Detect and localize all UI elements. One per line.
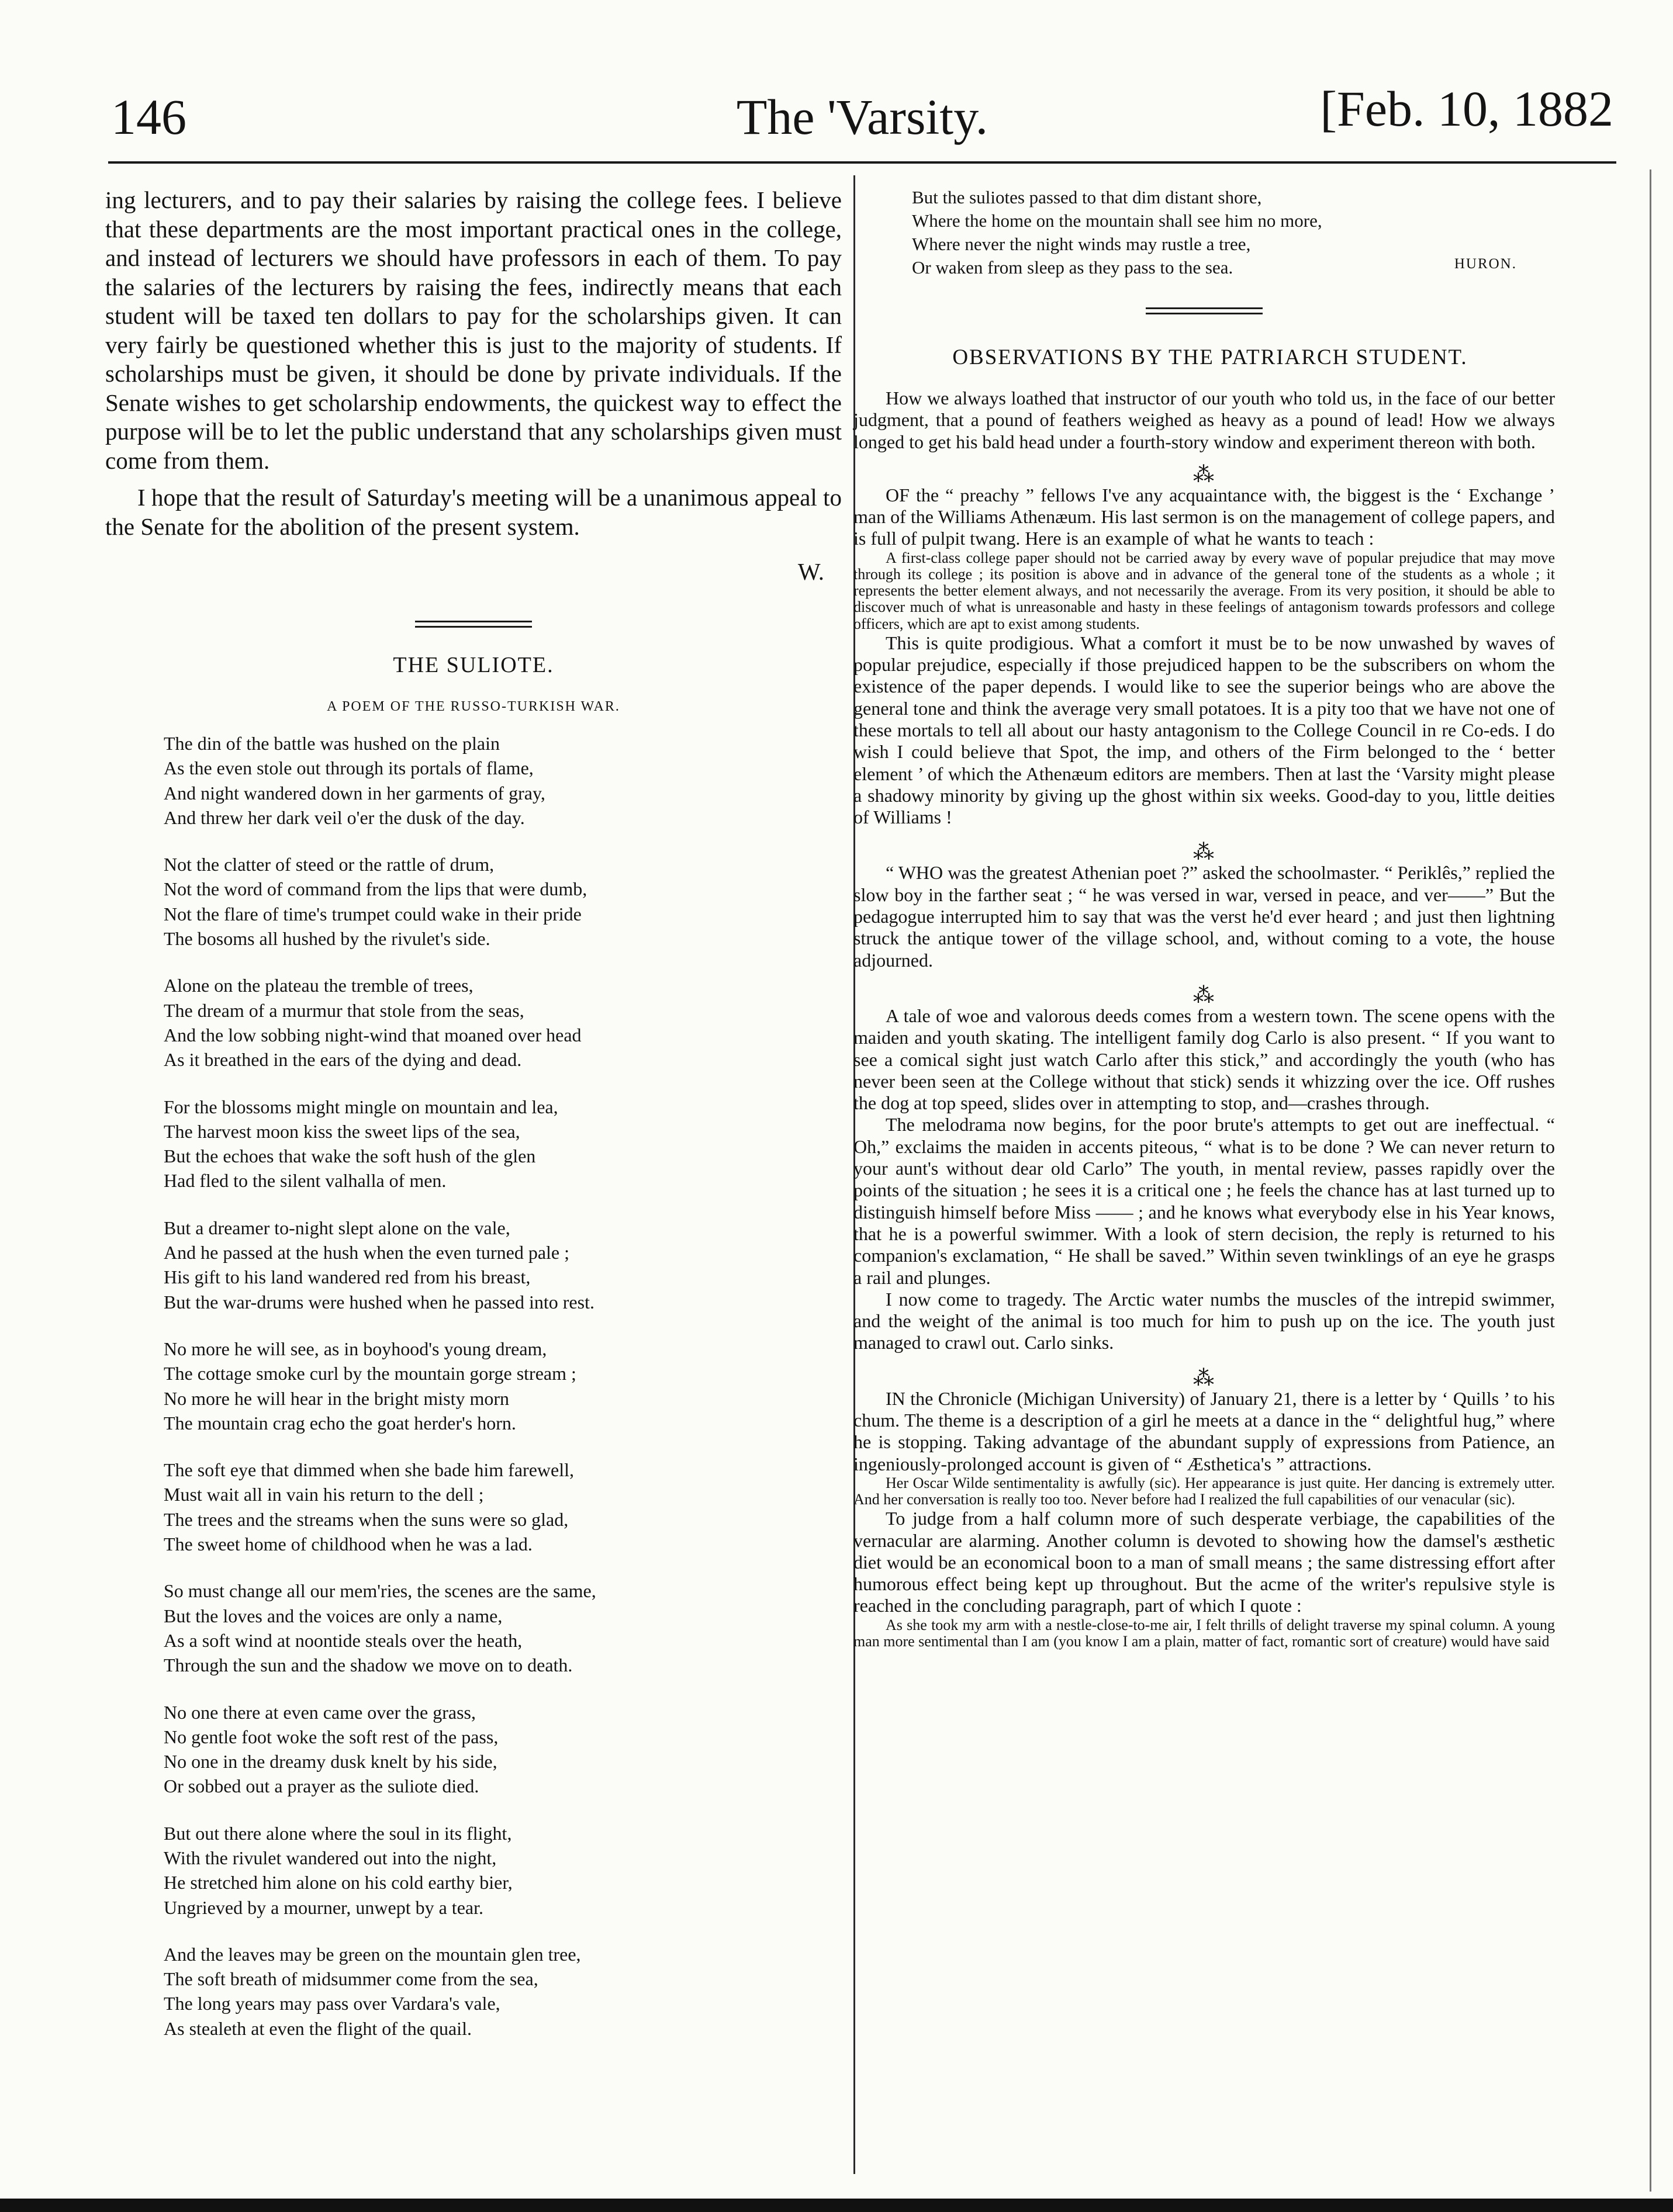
poem-line: His gift to his land wandered red from his breast, [164, 1266, 531, 1288]
issue-date: [Feb. 10, 1882 [1320, 81, 1613, 137]
poem-line: Must wait all in vain his return to the dell ; [164, 1484, 484, 1505]
section-title: OBSERVATIONS BY THE PATRIARCH STUDENT. [952, 345, 1468, 369]
poem-line: So must change all our mem'ries, the scenes are the same, [164, 1580, 596, 1602]
page-number: 146 [111, 89, 186, 145]
poem-line: But a dreamer to-night slept alone on the vale, [164, 1217, 510, 1238]
poem-line: The cottage smoke curl by the mountain gorge stream ; [164, 1363, 576, 1384]
poem-stanza [164, 852, 842, 951]
poem-line: Ungrieved by a mourner, unwept by a tear. [164, 1896, 483, 1918]
poem-line: Where never the night winds may rustle a tree, [912, 234, 1251, 254]
poem-title: THE SULIOTE. [393, 653, 554, 677]
poem-line: And he passed at the hush when the even turned pale ; [164, 1242, 570, 1263]
poem-stanza [164, 1578, 842, 1677]
obs-intro: How we always loathed that instructor of our youth who told us, in the face of our better judgment, that a pound of feathers weighed as heavy as a pound of lead! How we always longed to get his bald head under a fourth-story window and experiment thereon with both. [853, 387, 1555, 452]
scan-bottom-edge [0, 2199, 1673, 2212]
poem-continuation [853, 186, 1555, 279]
poem-body [105, 731, 842, 2041]
poem-line: The long years may pass over Vardara's vale, [164, 1993, 500, 2014]
letter-paragraph: I hope that the result of Saturday's meeting will be a unanimous appeal to the Senate for the abolition of the present system. [105, 484, 842, 540]
poem-line: But the suliotes passed to that dim distant shore, [912, 187, 1262, 207]
poem-line: No more he will see, as in boyhood's young dream, [164, 1338, 547, 1359]
poem-line: The mountain crag echo the goat herder's horn. [164, 1412, 516, 1434]
poem-stanza [164, 1942, 842, 2041]
poem-line: As the even stole out through its portals of flame, [164, 757, 534, 779]
poem-line: But the war-drums were hushed when he passed into rest. [164, 1291, 594, 1313]
letter-text [105, 186, 842, 541]
obs-paragraph: To judge from a half column more of such desperate verbiage, the capabilities of the vernacular are alarming. Another column is devoted to showing how the damsel's æsthetic diet would be an economical boon to a man of small means ; the same distressing effort after humorous effect being kept up throughout. But the acme of the writer's repulsive style is reached in the concluding paragraph, part of which I quote : [853, 1508, 1555, 1616]
letter-signature: W. [797, 558, 824, 585]
asterism: ⁂ [1193, 462, 1215, 486]
poem-line: The harvest moon kiss the sweet lips of the sea, [164, 1120, 520, 1142]
poem-line: As a soft wind at noontide steals over the heath, [164, 1629, 523, 1651]
poem-line: The din of the battle was hushed on the plain [164, 733, 500, 754]
header-rule [108, 161, 1616, 164]
poem-line: The dream of a murmur that stole from the seas, [164, 999, 524, 1021]
asterism: ⁂ [1193, 840, 1215, 864]
poem-line: Not the clatter of steed or the rattle of drum, [164, 854, 495, 875]
poem-line: Had fled to the silent valhalla of men. [164, 1170, 447, 1192]
poem-line: No more he will hear in the bright misty morn [164, 1387, 509, 1409]
poem-line: No gentle foot woke the soft rest of the pass, [164, 1726, 499, 1747]
poem-stanza [164, 1458, 842, 1556]
poem-line: The soft eye that dimmed when she bade him farewell, [164, 1459, 574, 1481]
asterism: ⁂ [1193, 1366, 1215, 1390]
poem-line: As stealeth at even the flight of the quail. [164, 2017, 472, 2039]
obs-paragraph: IN the Chronicle (Michigan University) of January 21, there is a letter by ‘ Quills ’ to his chum. The theme is a description of a girl he meets at a dance in the “ delightful hug,” where he is stopping. Taking advantage of the abundant supply of expressions from Patience, an ingeniously-prolonged account is given of “ Æsthetica's ” attractions. [853, 1387, 1555, 1474]
poem-line: Or waken from sleep as they pass to the sea. [912, 257, 1233, 278]
poem-stanza [164, 1337, 842, 1435]
poem-author: HURON. [1454, 256, 1517, 272]
poem-line: He stretched him alone on his cold earthy bier, [164, 1872, 513, 1893]
poem-stanza [164, 1700, 842, 1799]
poem-stanza [164, 731, 842, 830]
poem-line: The soft breath of midsummer come from the sea, [164, 1968, 538, 1990]
poem-line: And night wandered down in her garments of gray, [164, 782, 545, 804]
obs-paragraph: I now come to tragedy. The Arctic water numbs the muscles of the intrepid swimmer, and the weight of the animal is too much for him to push up on the ice. The youth just managed to crawl out. Carlo sinks. [853, 1288, 1555, 1353]
poem-subtitle: A POEM OF THE RUSSO-TURKISH WAR. [327, 699, 620, 714]
poem-line: Not the word of command from the lips that were dumb, [164, 878, 587, 900]
poem-line: Alone on the plateau the tremble of trees, [164, 975, 473, 996]
observations-body [853, 387, 1555, 1650]
masthead-title: The 'Varsity. [736, 89, 988, 145]
poem-line: But the echoes that wake the soft hush of the glen [164, 1145, 536, 1167]
poem-line: Not the flare of time's trumpet could wake in their pride [164, 903, 582, 925]
obs-quote: As she took my arm with a nestle-close-to-me air, I felt thrills of delight traverse my spinal column. A young man more sentimental than I am (you know I am a plain, matter of fact, romantic sort of creature) would have said [853, 1616, 1555, 1650]
right-column [853, 186, 1555, 1650]
obs-paragraph: The melodrama now begins, for the poor brute's attempts to get out are ineffectual. “ Oh,” exclaims the maiden in accents piteous, “ what is to be done ? We can never return to your aunt's without dear old Carlo” The youth, in mental review, passes rapidly over the points of the situation ; he sees it is a critical one ; he feels the chance has at last turned up to distinguish himself before Miss —— ; and he knows what everybody else in his Year knows, that he is a powerful swimmer. With a look of stern decision, the reply is returned to his companion's exclamation, “ He shall be saved.” Within seven twinklings of an eye he grasps a rail and plunges. [853, 1114, 1555, 1288]
poem-stanza [164, 1095, 842, 1193]
poem-line: For the blossoms might mingle on mountain and lea, [164, 1096, 558, 1117]
section-divider [1146, 307, 1263, 314]
poem-line: Or sobbed out a prayer as the suliote died. [164, 1775, 479, 1797]
poem-line: But the loves and the voices are only a name, [164, 1605, 503, 1626]
obs-paragraph: “ WHO was the greatest Athenian poet ?” asked the schoolmaster. “ Periklês,” replied the slow boy in the farther seat ; “ he was versed in war, versed in peace, and ver——” But the pedagogue interrupted him to say that was the verst he'd ever heard ; and just then lightning struck the antique tower of the village school, and, without coming to a vote, the house adjourned. [853, 862, 1555, 971]
poem-line: No one in the dreamy dusk knelt by his side, [164, 1751, 497, 1773]
obs-quote: Her Oscar Wilde sentimentality is awfully (sic). Her appearance is just quite. Her dancing is extremely utter. And her conversation is really too too. Never before had I realized the full capabilities of our venacular (sic). [853, 1474, 1555, 1508]
page-edge-shadow [1650, 169, 1651, 2192]
obs-paragraph: A tale of woe and valorous deeds comes from a western town. The scene opens with the maiden and youth skating. The intelligent family dog Carlo is also present. “ If you want to see a comical sight just watch Carlo after this stick,” and accordingly the youth (who has never been seen at the College without that stick) sends it whizzing over the ice. Off rushes the dog at top speed, slides over in attempting to stop, and—crashes through. [853, 1005, 1555, 1114]
left-column [105, 186, 842, 2063]
obs-quote: A first-class college paper should not be carried away by every wave of popular prejudice that may move through its college ; its position is above and in advance of the general tone of the students as a whole ; it represents the better element always, and not necessarily the average. From its very position, it should be able to discover much of what is unreasonable and hasty in these feelings of antagonism towards professors and college officers, which are apt to exist among students. [853, 549, 1555, 632]
poem-line: Through the sun and the shadow we move on to death. [164, 1654, 573, 1676]
obs-paragraph: This is quite prodigious. What a comfort it must be to be now unwashed by waves of popular prejudice, especially if those prejudiced happen to be the subscribers on whom the existence of the paper depends. I would like to see the superior beings who are above the general tone and think the average very small potatoes. It is a pity too that we have not one of these mortals to tell all about our hasty antagonism to the College Council in re Co-eds. I do wish I could believe that Spot, the imp, and others of the Firm belonged to the ‘ better element ’ of which the Athenæum editors are members. Then at last the ‘Varsity might please a shadowy minority by giving up the ghost within six weeks. Good-day to you, little deities of Williams ! [853, 632, 1555, 828]
poem-line: No one there at even came over the grass, [164, 1701, 476, 1723]
poem-line: But out there alone where the soul in its flight, [164, 1822, 512, 1844]
poem-stanza [164, 973, 842, 1072]
poem-line: Where the home on the mountain shall see him no more, [912, 210, 1322, 231]
poem-line: The sweet home of childhood when he was a lad. [164, 1533, 533, 1555]
poem-stanza [164, 1821, 842, 1920]
obs-paragraph: OF the “ preachy ” fellows I've any acquaintance with, the biggest is the ‘ Exchange ’ man of the Williams Athenæum. His last sermon is on the management of college papers, and is full of pulpit twang. Here is an example of what he wants to teach : [853, 484, 1555, 549]
section-divider [415, 621, 532, 628]
poem-line: And the leaves may be green on the mountain glen tree, [164, 1943, 581, 1965]
poem-line: As it breathed in the ears of the dying and dead. [164, 1049, 522, 1071]
letter-paragraph: ing lecturers, and to pay their salaries by raising the college fees. I believe that these departments are the most important practical ones in the college, and instead of lecturers we should have professors in each of them. To pay the salaries of the lecturers by raising the fees, indirectly means that each student will be taxed ten dollars to pay for the scholarships given. It can very fairly be questioned whether this is just to the majority of students. If scholarships must be given, it should be done by private individuals. If the Senate wishes to get scholarship endowments, the quickest way to effect the purpose will be to let the public understand that any scholarships given must come from them. [105, 186, 842, 474]
poem-line: With the rivulet wandered out into the night, [164, 1847, 497, 1868]
poem-line: The trees and the streams when the suns were so glad, [164, 1508, 569, 1530]
poem-line: The bosoms all hushed by the rivulet's side. [164, 928, 490, 950]
page-header [111, 81, 1613, 164]
asterism: ⁂ [1193, 983, 1215, 1007]
poem-stanza [164, 1216, 842, 1314]
poem-line: And threw her dark veil o'er the dusk of the day. [164, 806, 525, 828]
poem-line: And the low sobbing night-wind that moaned over head [164, 1024, 582, 1046]
